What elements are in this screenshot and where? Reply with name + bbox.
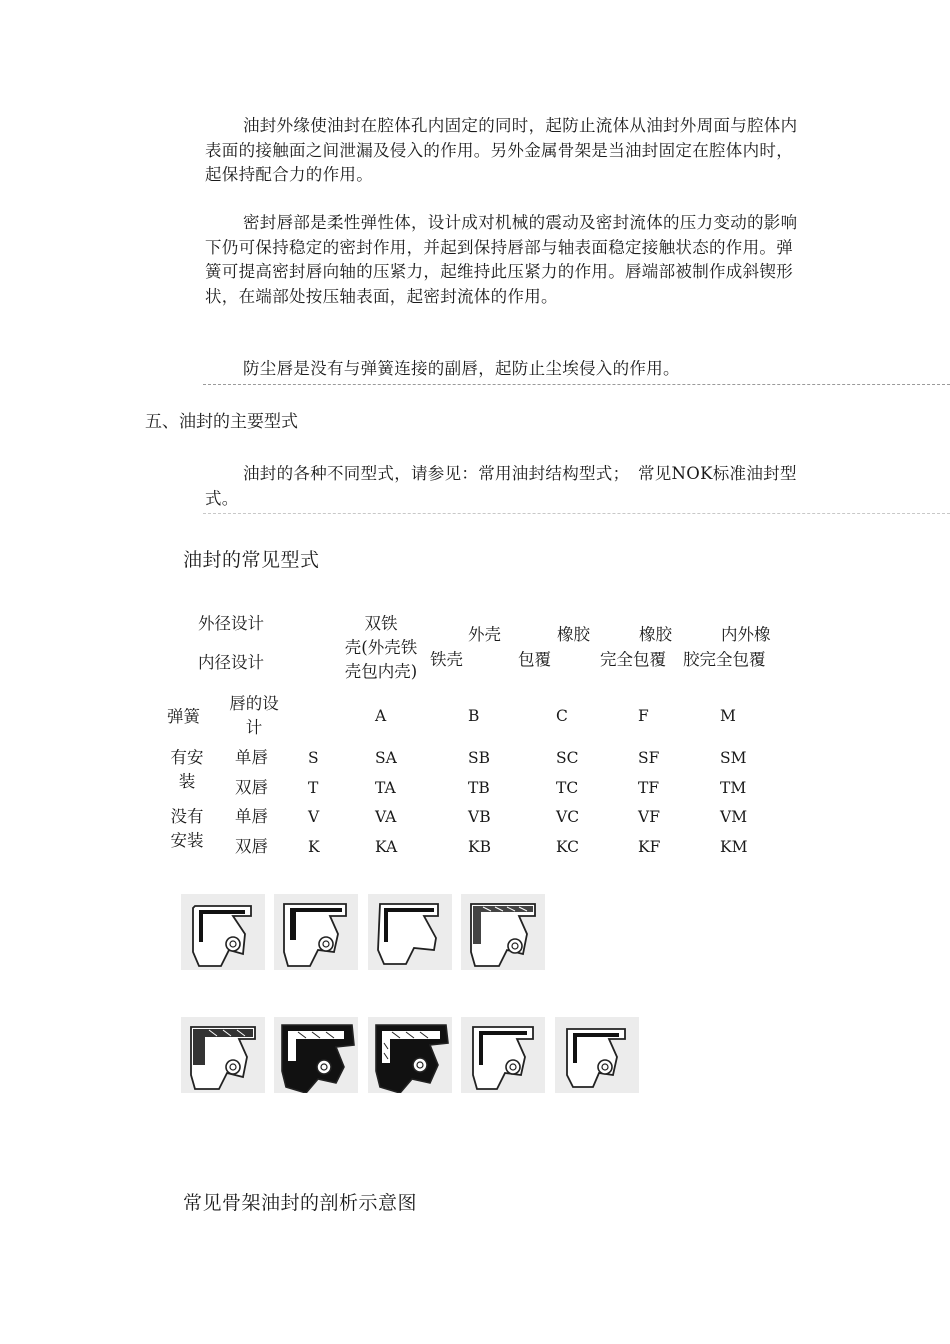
col-header-outer-rubber-c: 包覆 xyxy=(518,650,551,669)
header-outer-design: 外径设计 xyxy=(198,614,264,633)
seal-section-image xyxy=(274,1017,358,1093)
letter-c: C xyxy=(556,707,568,725)
divider xyxy=(203,513,950,514)
seal-section-image xyxy=(368,1017,452,1093)
paragraph-types-reference: 油封的各种不同型式，请参见：常用油封结构型式； 常见NOK标准油封型式。 xyxy=(205,464,797,508)
paragraph-dust-lip: 防尘唇是没有与弹簧连接的副唇，起防止尘埃侵入的作用。 xyxy=(243,359,680,378)
header-inner-design: 内径设计 xyxy=(198,653,264,672)
col-header-metal-shell: 铁壳 xyxy=(430,650,463,669)
seal-section-image xyxy=(368,894,452,970)
paragraph-seal-lip: 密封唇部是柔性弹性体，设计成对机械的震动及密封流体的压力变动的影响下仍可保持稳定的密封作用，并起到保持唇部与轴表面稳定接触状态的作用。弹簧可提高密封唇向轴的压紧力，起维持此压紧力的作用。唇端部被制作成斜锲形状，在端部处按压轴表面，起密封流体的作用。 xyxy=(205,213,798,306)
col-header-full-rubber-a: 橡胶 xyxy=(639,625,672,644)
figure-caption: 常见骨架油封的剖析示意图 xyxy=(183,1192,418,1214)
group-without-spring: 没有 安装 xyxy=(170,807,204,850)
letter-b: B xyxy=(468,707,480,725)
col-header-outer-rubber-b: 橡胶 xyxy=(557,625,590,644)
paragraph-outer-edge: 油封外缘使油封在腔体孔内固定的同时，起防止流体从油封外周面与腔体内表面的接触面之间泄漏及侵入的作用。另外金属骨架是当油封固定在腔体内时，起保持配合力的作用。 xyxy=(205,116,798,184)
col-header-full-rubber-b: 完全包覆 xyxy=(600,650,666,669)
section-heading: 五、油封的主要型式 xyxy=(145,412,298,432)
letter-a: A xyxy=(375,707,387,725)
group-with-spring: 有安 装 xyxy=(170,748,204,791)
letter-f: F xyxy=(638,707,649,725)
seal-section-image xyxy=(181,894,265,970)
col-header-double-shell: 双铁 壳(外壳铁 壳包内壳) xyxy=(344,614,418,681)
seal-section-image xyxy=(461,894,545,970)
col-header-in-out-rubber-a: 内外橡 xyxy=(721,625,771,644)
seal-section-image xyxy=(461,1017,545,1093)
seal-section-image xyxy=(555,1017,639,1093)
letter-m: M xyxy=(720,707,736,725)
col-header-in-out-rubber-b: 胶完全包覆 xyxy=(683,650,766,669)
seal-section-image xyxy=(181,1017,265,1093)
seal-section-image xyxy=(274,894,358,970)
row-header-spring: 弹簧 xyxy=(167,707,200,726)
divider xyxy=(203,384,950,385)
col-header-outer-rubber-a: 外壳 xyxy=(468,625,501,644)
row-header-lip-design: 唇的设 计 xyxy=(229,694,279,737)
types-title: 油封的常见型式 xyxy=(183,549,320,571)
